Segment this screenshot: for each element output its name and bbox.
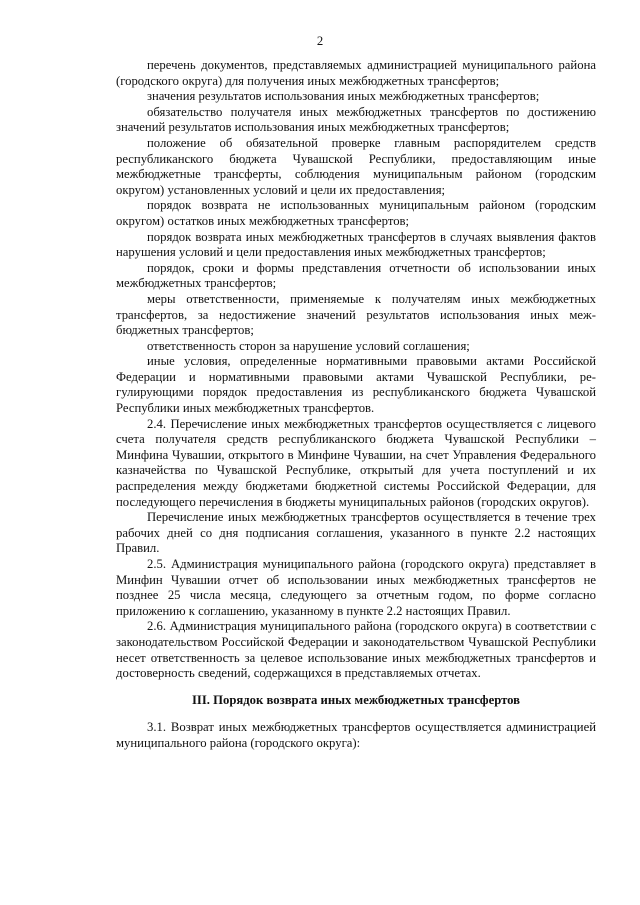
section-heading: III. Порядок возврата иных межбюджетных трансфертов: [191, 692, 521, 707]
paragraph: Перечисление иных межбюджетных трансфертов осуществляется в течение трех рабочих дней со дня подписания соглашения, указанного в пункте 2.2 настоящих Правил.: [116, 510, 596, 556]
document-body: [116, 58, 596, 752]
paragraph: положение об обязательной проверке главным распорядителем средств республиканского бюджета Чувашской Республики, предоставляющим иные межбюджетные трансферты, соблюдения муниципальным районом (городским округом) установленных условий и цели их предоставления;: [116, 135, 596, 197]
paragraph: порядок возврата не использованных муниципальным районом (городским округом) остатков иных межбюджетных трансфертов;: [116, 198, 596, 228]
paragraph: иные условия, определенные нормативными правовыми актами Российской Федерации и нормативными правовыми актами Чувашской Республики, регулирующими порядок предоставления из республиканского бюджета Чувашской Республики иных межбюджетных трансфертов.: [116, 354, 596, 416]
page-number: 2: [316, 34, 324, 48]
paragraph: 2.5. Администрация муниципального района (городского округа) представляет в Минфин Чувашии отчет об использовании иных межбюджетных трансфертов не позднее 25 числа месяца, следующего за отчетным годом, по форме согласно приложению к соглашению, указанному в пункте 2.2 настоящих Правил.: [116, 557, 596, 618]
paragraph: обязательство получателя иных межбюджетных трансфертов по достижению значений результатов использования иных межбюджетных трансфертов;: [116, 104, 596, 135]
paragraph: порядок возврата иных межбюджетных трансфертов в случаях выявления фактов нарушения условий и цели предоставления иных межбюджетных трансфертов;: [116, 229, 596, 260]
paragraph: ответственность сторон за нарушение условий соглашения;: [147, 338, 470, 353]
paragraph: меры ответственности, применяемые к получателям иных межбюджетных трансфертов, за недостижение значений результатов использования иных межбюджетных трансфертов;: [116, 291, 596, 338]
paragraph: перечень документов, представляемых администрацией муниципального района (городского округа) для получения иных межбюджетных трансфертов;: [116, 58, 596, 88]
paragraph: 3.1. Возврат иных межбюджетных трансфертов осуществляется администрацией муниципального района (городского округа):: [116, 720, 596, 750]
paragraph: 2.4. Перечисление иных межбюджетных трансфертов осуществляется с лицевого счета получателя средств республиканского бюджета Чувашской Республики – Минфина Чувашии, открытого в Минфине Чувашии, на счет Управления Федерального казначейства по Чувашской Республике, открытый для учета поступлений и их распределения между бюджетами бюджетной системы Российской Федерации, для последующего перечисления в бюджеты муниципальных районов (городских округов).: [116, 416, 596, 509]
paragraph: порядок, сроки и формы представления отчетности об использовании иных межбюджетных трансфертов;: [116, 260, 596, 291]
paragraph: 2.6. Администрация муниципального района (городского округа) в соответствии с законодательством Российской Федерации и законодательством Чувашской Республики несет ответственность за целевое использование иных межбюджетных трансфертов и достоверность сведений, содержащихся в представляемых отчетах.: [116, 619, 596, 681]
paragraph: значения результатов использования иных межбюджетных трансфертов;: [147, 89, 540, 104]
